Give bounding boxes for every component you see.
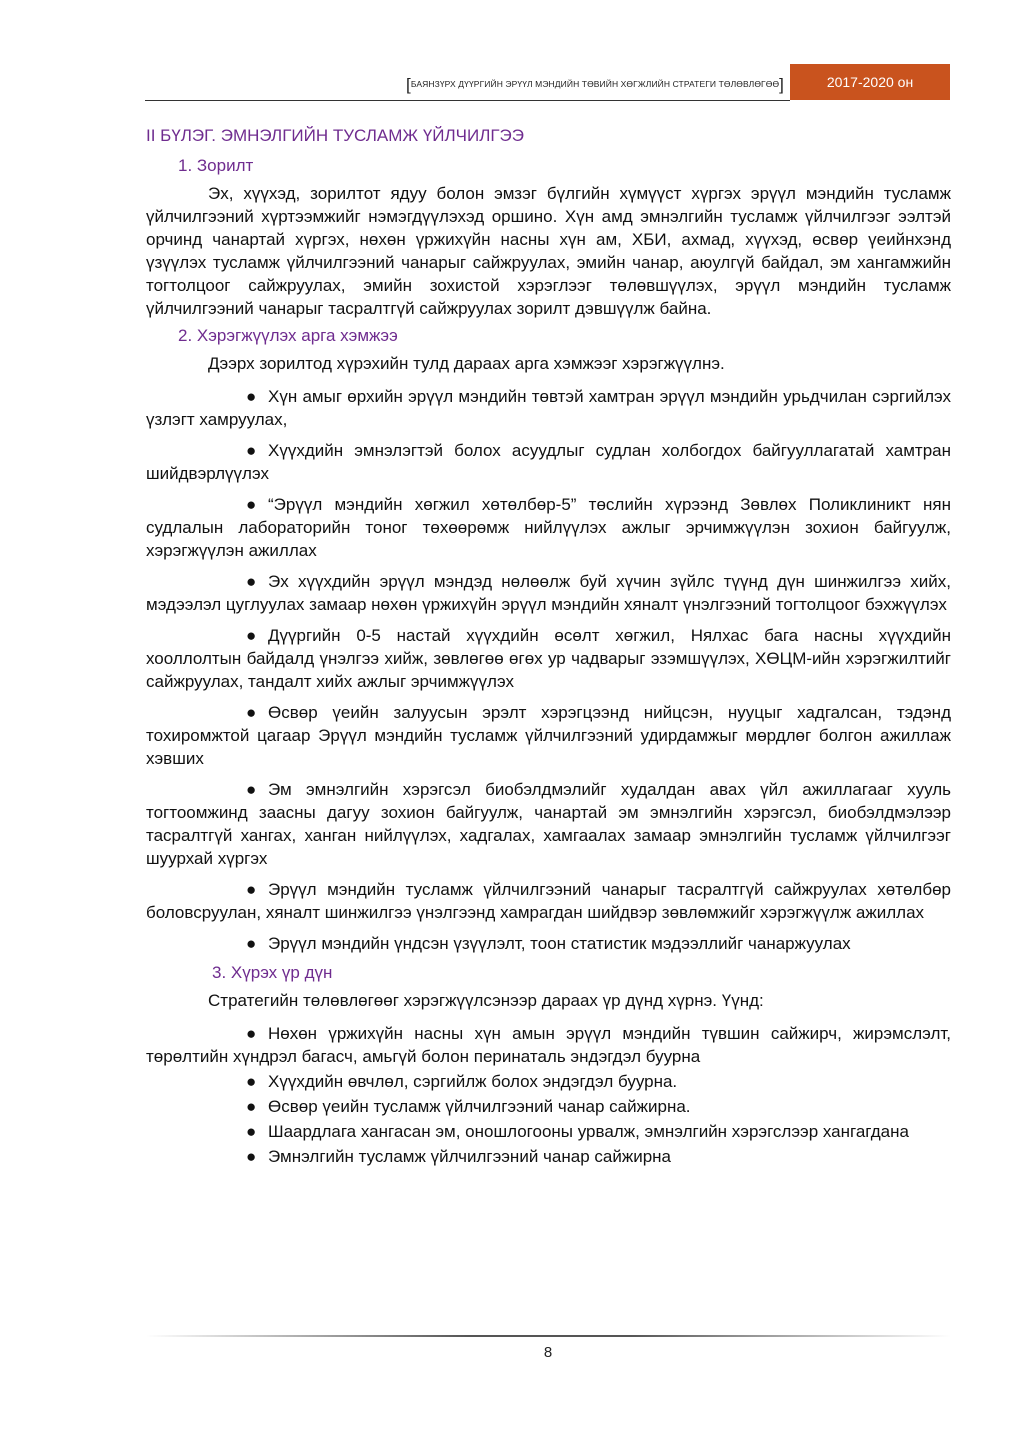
- list-item-text: Эрүүл мэндийн үндсэн үзүүлэлт, тоон статистик мэдээллийг чанаржуулах: [268, 934, 851, 953]
- list-item: [146, 570, 951, 616]
- measures-list: [146, 385, 951, 955]
- list-item: [146, 932, 951, 955]
- header-years: 2017-2020 он: [826, 74, 914, 90]
- list-item: [146, 778, 951, 870]
- list-item-text: “Эрүүл мэндийн хөгжил хөтөлбөр-5” төслийн хүрээнд Зөвлөх Поликлиникт нян судлалын лабораторийн тоног төхөөрөмж нийлүүлэх ажлыг эрчимжүүлэн зохион байгуулж, хэрэгжүүлэн ажиллах: [146, 495, 951, 560]
- page-number: 8: [543, 1344, 553, 1361]
- header-title-text: БАЯНЗҮРХ ДҮҮРГИЙН ЭРҮҮЛ МЭНДИЙН ТӨВИЙН ХӨГЖЛИЙН СТРАТЕГИ ТӨЛӨВЛӨГӨӨ: [410, 79, 780, 89]
- measures-heading: 2. Хэрэгжүүлэх арга хэмжээ: [178, 326, 398, 345]
- list-item: [146, 1022, 951, 1068]
- results-list: [146, 1022, 951, 1168]
- bullet-icon: ●: [246, 880, 257, 899]
- bullet-icon: ●: [246, 1122, 257, 1141]
- bullet-icon: ●: [246, 572, 257, 591]
- list-item: [146, 878, 951, 924]
- header-title: [406, 75, 784, 95]
- list-item: [146, 385, 951, 431]
- list-item: [146, 439, 951, 485]
- results-heading: 3. Хүрэх үр дүн: [212, 963, 333, 982]
- list-item-text: Хүүхдийн эмнэлэгтэй болох асуудлыг судлан холбогдох байгууллагатай хамтран шийдвэрлүүлэх: [146, 441, 951, 483]
- list-item: [146, 493, 951, 562]
- results-intro: Стратегийн төлөвлөгөөг хэрэгжүүлсэнээр дараах үр дүнд хүрнэ. Үүнд:: [208, 991, 764, 1010]
- bullet-icon: ●: [246, 441, 257, 460]
- goal-heading: 1. Зорилт: [178, 156, 254, 175]
- list-item: [146, 701, 951, 770]
- section-title: II БҮЛЭГ. ЭМНЭЛГИЙН ТУСЛАМЖ ҮЙЛЧИЛГЭЭ: [146, 126, 524, 145]
- bullet-icon: ●: [246, 626, 257, 645]
- list-item-text: Эмнэлгийн тусламж үйлчилгээний чанар сайжирна: [268, 1147, 671, 1166]
- list-item-text: Нөхөн үржихүйн насны хүн амын эрүүл мэндийн түвшин сайжирч, жирэмслэлт, төрөлтийн хүндрэл багасч, амьгүй болон перинаталь эндэгдэл буурна: [146, 1024, 951, 1066]
- bracket-left: [: [406, 75, 411, 94]
- bullet-icon: ●: [246, 495, 257, 514]
- bullet-icon: ●: [246, 703, 257, 722]
- list-item-text: Өсвөр үеийн тусламж үйлчилгээний чанар сайжирна.: [268, 1097, 691, 1116]
- list-item-text: Дүүргийн 0-5 настай хүүхдийн өсөлт хөгжил, Нялхас бага насны хүүхдийн хооллолтын байдалд үнэлгээ хийж, зөвлөгөө өгөх ур чадварыг эзэмшүүлэх, ХӨЦМ-ийн хэрэгжилтийг сайжруулах, тандалт хийх ажлыг эрчимжүүлэх: [146, 626, 951, 691]
- list-item: [146, 1070, 951, 1093]
- goal-text: Эх, хүүхэд, зорилтот ядуу болон эмзэг бүлгийн хүмүүст хүргэх эрүүл мэндийн тусламж үйлчилгээний хүртээмжийг нэмэгдүүлэхэд оршино. Хүн амд эмнэлгийн тусламж үйлчилгээг ээлтэй орчинд чанартай хүргэх, нөхөн үржихүйн насны хүн ам, ХБИ, ахмад, хүүхэд, өсвөр үеийнхэнд үзүүлэх тусламж үйлчилгээний чанарыг сайжруулах, эмийн чанар, аюулгүй байдал, эм хангамжийн тогтолцоог сайжруулах, эмийн зохистой хэрэглээг төлөвшүүлэх, эрүүл мэндийн тусламж үйлчилгээний чанарыг тасралтгүй сайжруулах зорилт дэвшүүлж байна.: [146, 184, 951, 318]
- list-item-text: Хүн амыг өрхийн эрүүл мэндийн төвтэй хамтран эрүүл мэндийн урьдчилан сэргийлэх үзлэгт хамруулах,: [146, 387, 951, 429]
- bracket-right: ]: [779, 75, 784, 94]
- list-item-text: Өсвөр үеийн залуусын эрэлт хэрэгцээнд нийцсэн, нууцыг хадгалсан, тэдэнд тохиромжтой цагаар Эрүүл мэндийн тусламж үйлчилгээний удирдамжыг мөрдлөг болгон ажиллаж хэвших: [146, 703, 951, 768]
- header-years-badge: [790, 64, 950, 100]
- list-item-text: Эм эмнэлгийн хэрэгсэл биобэлдмэлийг худалдан авах үйл ажиллагааг хууль тогтоомжинд заасны дагуу зохион байгуулж, чанартай эм эмнэлгийн хэрэгсэл, биобэлдмэлээр тасралтгүй хангах, ханган нийлүүлэх, хадгалах, хамгаалах замаар эмнэлгийн тусламж үйлчилгээг шуурхай хүргэх: [146, 780, 951, 868]
- footer-divider: [146, 1335, 951, 1337]
- list-item: [146, 1095, 951, 1118]
- bullet-icon: ●: [246, 934, 257, 953]
- bullet-icon: ●: [246, 1147, 257, 1166]
- list-item-text: Эрүүл мэндийн тусламж үйлчилгээний чанарыг тасралтгүй сайжруулах хөтөлбөр боловсруулан, хяналт шинжилгээ үнэлгээнд хамрагдан шийдвэр зөвлөмжийг хэрэгжүүлж ажиллах: [146, 880, 951, 922]
- list-item: [146, 1120, 951, 1143]
- bullet-icon: ●: [246, 1024, 257, 1043]
- measures-intro: Дээрх зорилтод хүрэхийн тулд дараах арга хэмжээг хэрэгжүүлнэ.: [208, 354, 725, 373]
- list-item-text: Эх хүүхдийн эрүүл мэндэд нөлөөлж буй хүчин зүйлс түүнд дүн шинжилгээ хийх, мэдээлэл цуглуулах замаар нөхөн үржихүйн эрүүл мэндийн хяналт үнэлгээний тогтолцоог бэхжүүлэх: [146, 572, 951, 614]
- list-item-text: Хүүхдийн өвчлөл, сэргийлж болох эндэгдэл буурна.: [268, 1072, 678, 1091]
- page-content: [146, 118, 951, 1170]
- header-divider: [145, 100, 790, 101]
- bullet-icon: ●: [246, 1097, 257, 1116]
- bullet-icon: ●: [246, 387, 257, 406]
- list-item: [146, 1145, 951, 1168]
- list-item: [146, 624, 951, 693]
- bullet-icon: ●: [246, 1072, 257, 1091]
- list-item-text: Шаардлага хангасан эм, оношлогооны урвалж, эмнэлгийн хэрэгслээр хангагдана: [268, 1122, 909, 1141]
- bullet-icon: ●: [246, 780, 257, 799]
